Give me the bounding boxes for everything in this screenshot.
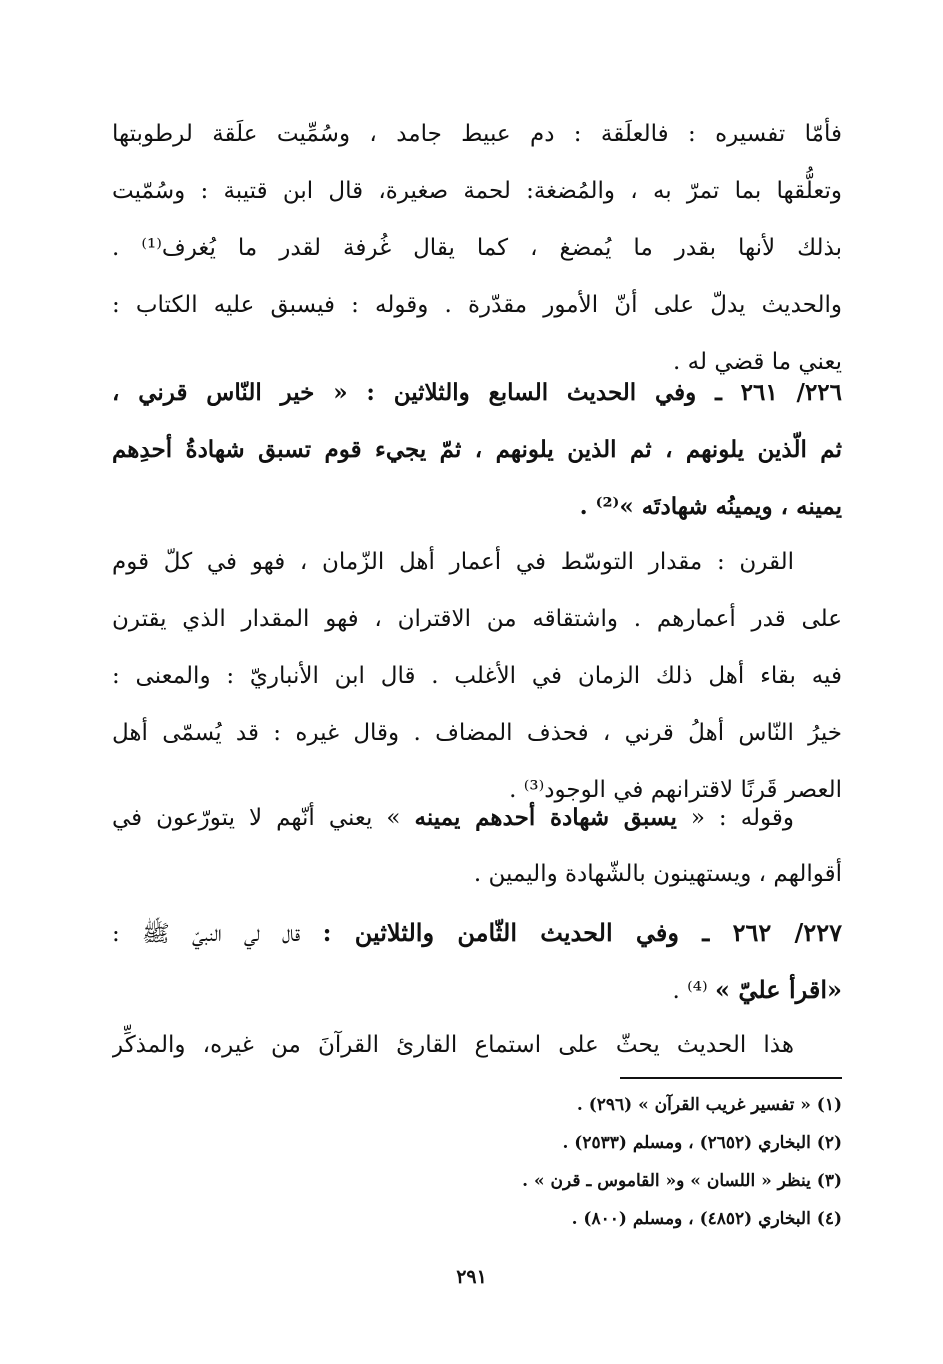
text-line: وتعلُّقها بما تمرّ به ، والمُضغة: لحمة صغيرة، قال ابن قتيبة : وسُمّيت bbox=[112, 178, 842, 204]
text-line: يعني ما قضي له . bbox=[673, 349, 842, 375]
hadith-line: ٢٢٦/ ٢٦١ ـ وفي الحديث السابع والثلاثين : « خير النّاس قرني ، bbox=[112, 379, 842, 406]
paragraph-qarn-explanation bbox=[112, 534, 842, 819]
text-line: هذا الحديث يحثّ على استماع القارئ القرآنَ من غيره، والمذكِّر bbox=[112, 1032, 794, 1058]
text-line: العصر قَرنًا لاقترانهم في الوجود⁽³⁾ . bbox=[509, 777, 842, 803]
quoted-phrase: يسبق شهادة أحدهم يمينه bbox=[414, 804, 677, 831]
text-line: بذلك لأنها بقدر ما يُمضغ ، كما يقال غُرفة لقدر ما يُغرف⁽¹⁾ . bbox=[112, 235, 842, 261]
hadith-line: ثم الّذين يلونهم ، ثم الذين يلونهم ، ثمّ يجيء قوم تسبق شهادةُ أحدِهم bbox=[112, 436, 842, 463]
text-line: على قدر أعمارهم . واشتقاقه من الاقتران ، فهو المقدار الذي يقترن bbox=[112, 606, 842, 632]
text-line bbox=[112, 789, 842, 846]
hadith-line bbox=[112, 961, 842, 1018]
text-line: خيرُ النّاس أهلُ قرني ، فحذف المضاف . وقال غيره : قد يُسمّى أهل bbox=[112, 720, 842, 746]
hadith-number: ٢٢٧/ ٢٦٢ ـ وفي الحديث الثّامن والثلاثين : bbox=[322, 918, 842, 947]
hadith-226-heading bbox=[112, 364, 842, 535]
footnote-ref: ⁽⁴⁾ . bbox=[672, 978, 715, 1004]
hadith-line: يمينه ، ويمينُه شهادتَه »⁽²⁾ . bbox=[579, 493, 842, 520]
text-line: فيه بقاء أهل ذلك الزمان في الأغلب . قال ابن الأنباريّ : والمعنى : bbox=[112, 663, 842, 689]
footnote-1: (١) « تفسير غريب القرآن » (٢٩٦) . bbox=[576, 1095, 842, 1115]
text-fragment: وقوله : « bbox=[676, 805, 795, 831]
page-number: ٢٩١ bbox=[456, 1266, 487, 1288]
text-line: القرن : مقدار التوسّط في أعمار أهل الزّمان ، فهو في كلّ قوم bbox=[112, 549, 794, 575]
paragraph-testimony-explanation bbox=[112, 789, 842, 903]
footnote-divider bbox=[620, 1077, 842, 1079]
hadith-quote: «اقرأ عليّ » bbox=[714, 975, 842, 1004]
hadith-227-heading bbox=[112, 904, 842, 1018]
text-fragment: » يعني أنّهم لا يتورّعون في bbox=[112, 805, 415, 831]
footnote-4: (٤) البخاري (٤٨٥٢) ، ومسلم (٨٠٠) . bbox=[571, 1209, 842, 1229]
hadith-line bbox=[112, 904, 842, 961]
paragraph-recitation bbox=[112, 1017, 842, 1074]
text-line: والحديث يدلّ على أنّ الأمور مقدّرة . وقوله : فيسبق عليه الكتاب : bbox=[112, 292, 842, 318]
footnote-3: (٣) ينظر « اللسان » و« القاموس ـ قرن » . bbox=[522, 1171, 842, 1191]
text-fragment: قال لي النبيّ ﷺ : bbox=[112, 921, 323, 947]
footnotes bbox=[112, 1086, 842, 1238]
paragraph-embryo-explanation bbox=[112, 106, 842, 391]
text-line: أقوالهم ، ويستهينون بالشّهادة واليمين . bbox=[473, 861, 842, 887]
footnote-2: (٢) البخاري (٢٦٥٢) ، ومسلم (٢٥٣٣) . bbox=[562, 1133, 842, 1153]
text-line: فأمّا تفسيره : فالعلَقة : دم عبيط جامد ، وسُمِّيت علَقة لرطوبتها bbox=[112, 121, 842, 147]
